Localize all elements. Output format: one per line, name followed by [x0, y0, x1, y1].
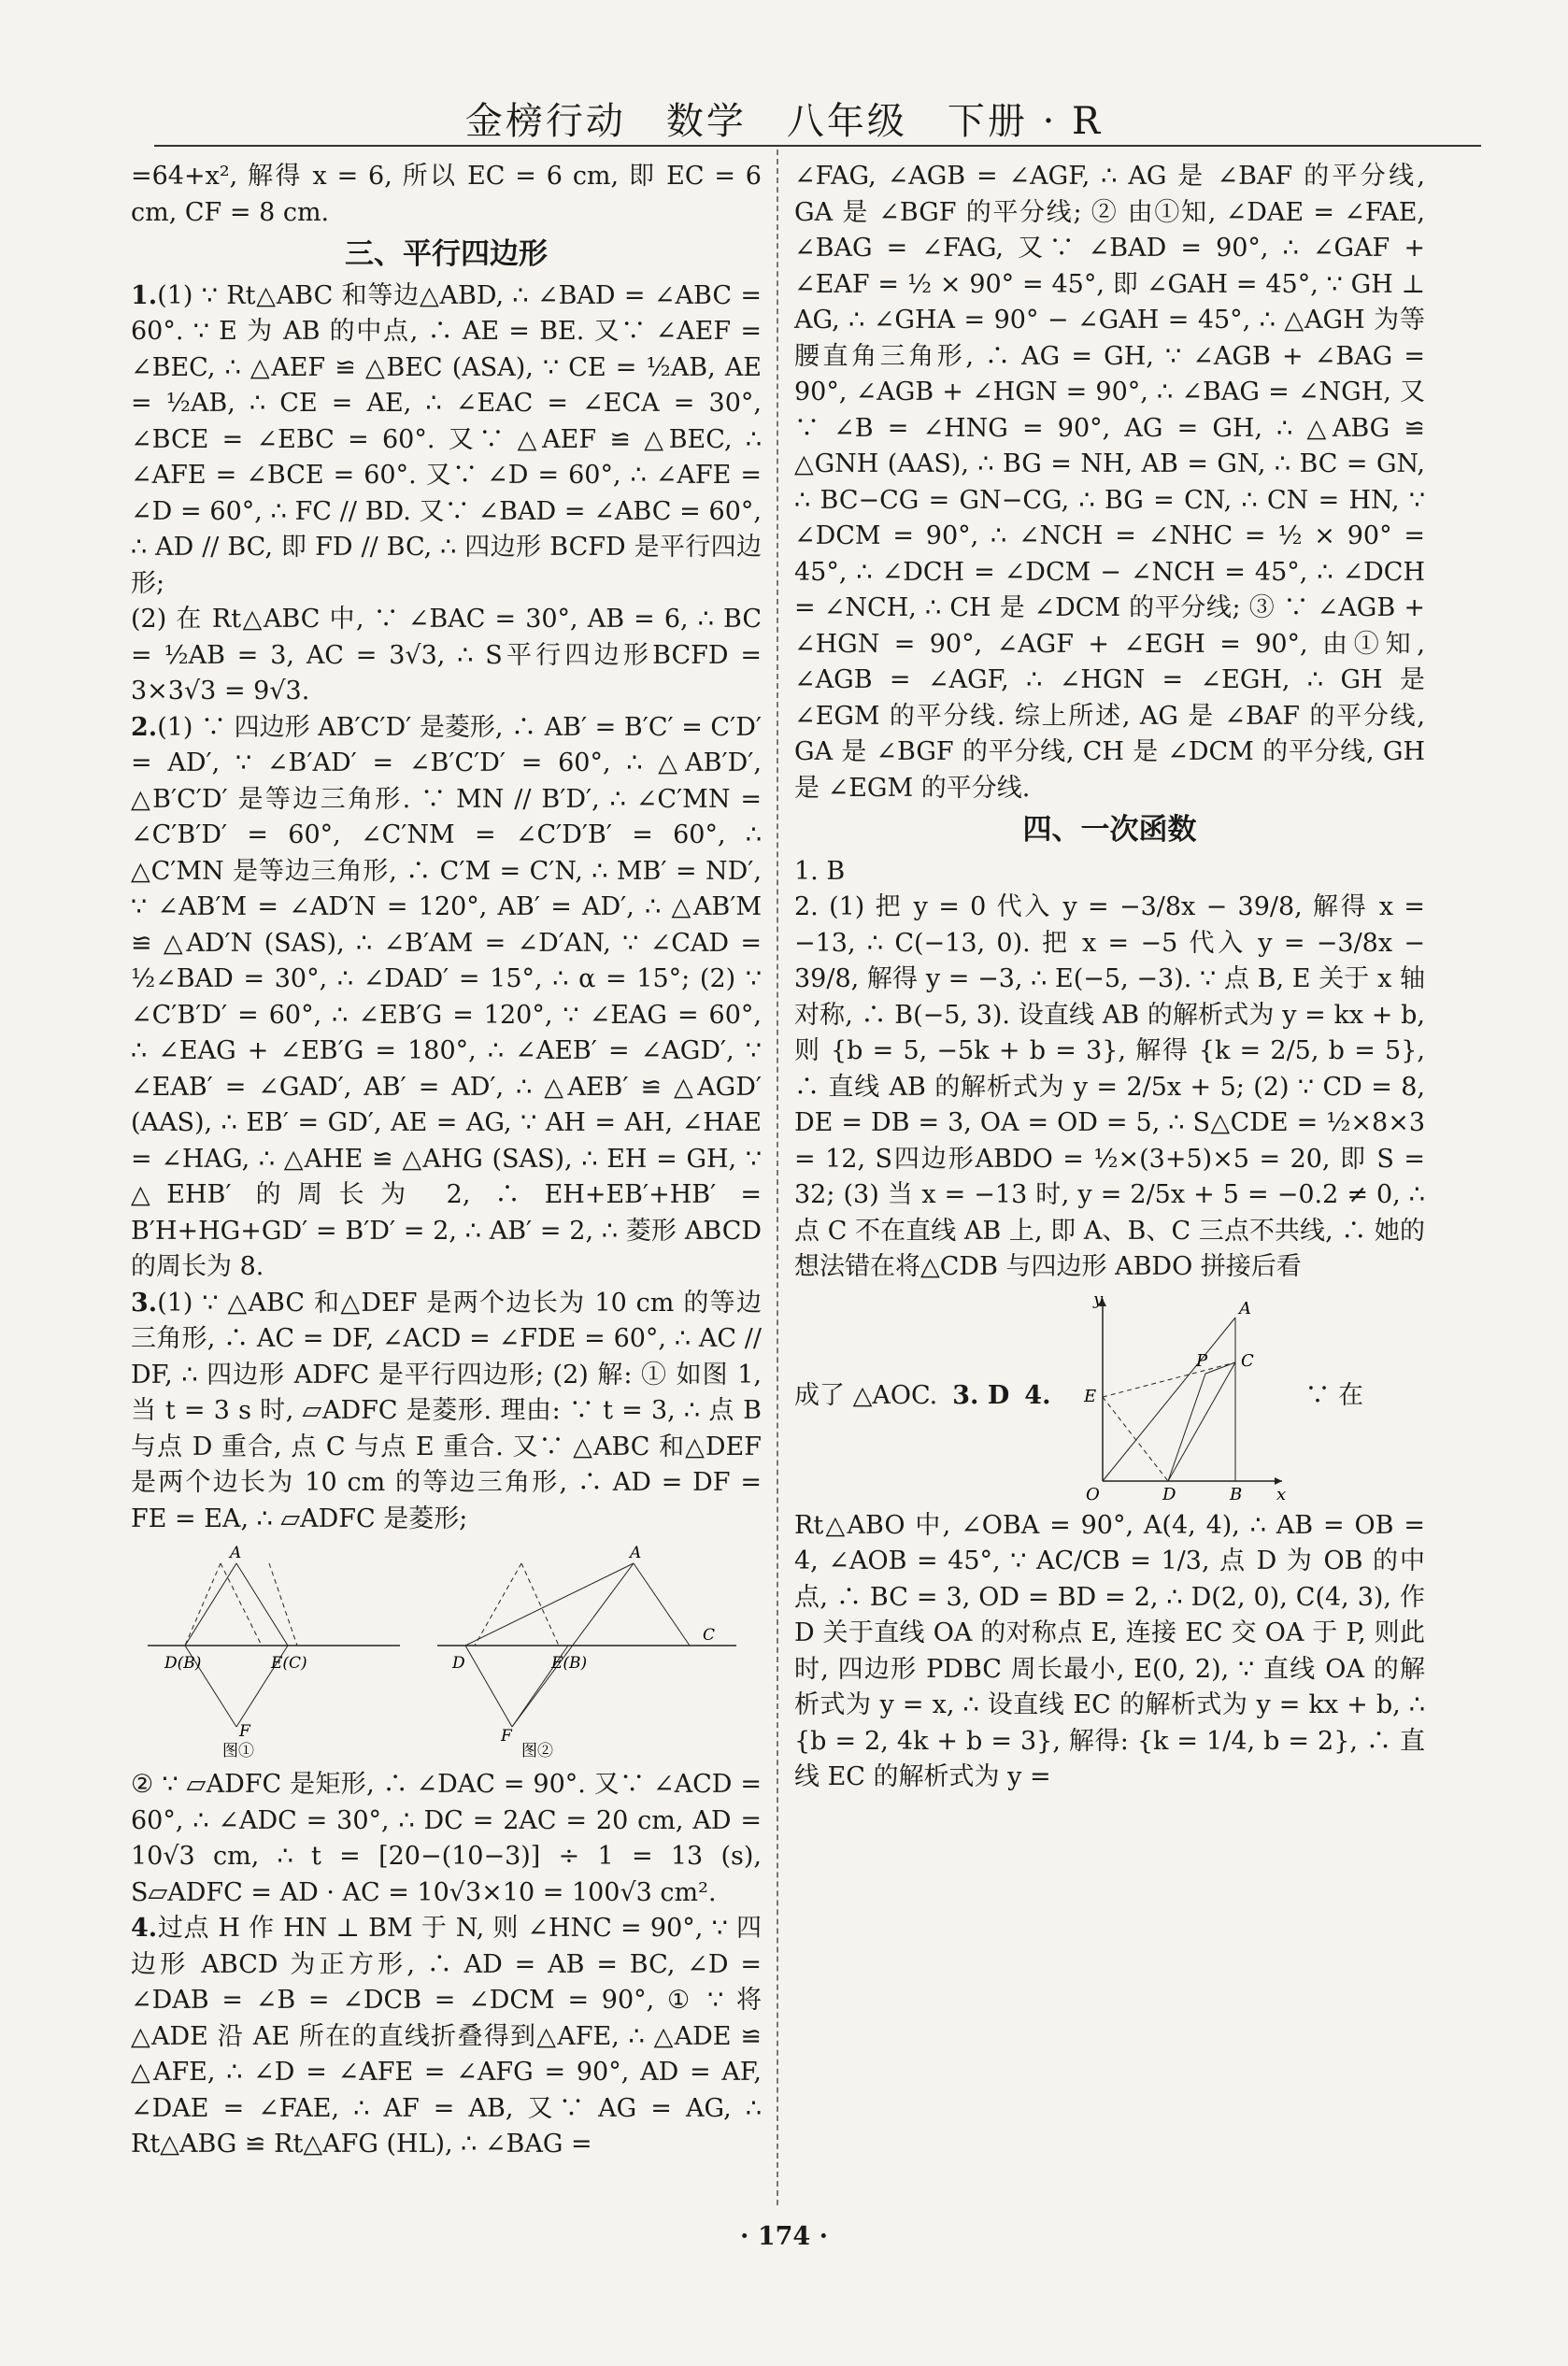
answer-1: 1. B: [794, 856, 846, 886]
paragraph: =64+x², 解得 x = 6, 所以 EC = 6 cm, 即 EC = 6 cm, CF = 8 cm.: [131, 162, 762, 227]
header-rule: [154, 145, 1481, 147]
figure-label: P: [1196, 1350, 1208, 1371]
question-number: 3.: [131, 1288, 158, 1318]
answer-4-number: 4.: [1024, 1381, 1051, 1411]
figure-label: E(B): [550, 1654, 587, 1673]
figure-label: A: [629, 1545, 641, 1562]
question-3: [131, 1286, 762, 1538]
figure-label: D: [451, 1654, 465, 1673]
figure-label: x: [1276, 1484, 1287, 1504]
page-header: 金榜行动 数学 八年级 下册 · R: [464, 100, 1104, 143]
answer-2-end: 成了 △AOC.: [794, 1381, 938, 1411]
left-column: [131, 159, 762, 2163]
figure-label: A: [229, 1545, 241, 1562]
figure-label: E(C): [270, 1654, 307, 1673]
section-title: 三、平行四边形: [345, 237, 548, 271]
figures-rhombus: [148, 1545, 746, 1760]
right-column: [794, 159, 1425, 1796]
answer-4: Rt△ABO 中, ∠OBA = 90°, A(4, 4), ∴ AB = OB = 4, ∠AOB = 45°, ∵ AC/CB = 1/3, 点 D 为 OB 的中点, ∴ BC = 3, OD = BD = 2, ∴ D(2, 0), C(4, 3), 作 D 关于直线 OA 的对称点 E, 连接 EC 交 OA 于 P, 则此时, 四边形 PDBC 周长最小, E(0, 2), ∵ 直线 OA 的解析式为 y = x, ∴ 设直线 EC 的解析式为 y = kx + b, ∴ {b = 2, 4k + b = 3}, 解得: {k = 1/4, b = 2}, ∴ 直线 EC 的解析式为 y =: [794, 1510, 1425, 1791]
question-3-part-2: ② ∵ ▱ADFC 是矩形, ∴ ∠DAC = 90°. 又∵ ∠ACD = 60°, ∴ ∠ADC = 30°, ∴ DC = 2AC = 20 cm, AD = 10√3 cm, ∴ t = [20−(10−3)] ÷ 1 = 13 (s), S▱ADFC = AD · AC = 10√3×10 = 100√3 cm².: [131, 1770, 762, 1907]
question-number: 1.: [131, 280, 158, 310]
answer-3: 3. D: [952, 1381, 1010, 1411]
coordinate-figure: [1065, 1290, 1290, 1504]
figure-2: [437, 1545, 736, 1760]
paragraph: ∠FAG, ∠AGB = ∠AGF, ∴ AG 是 ∠BAF 的平分线, GA 是 ∠BGF 的平分线; ② 由①知, ∠DAE = ∠FAE, ∠BAG = ∠FAG, 又∵ ∠BAD = 90°, ∴ ∠GAF + ∠EAF = ½ × 90° = 45°, 即 ∠GAH = 45°, ∵ GH ⊥ AG, ∴ ∠GHA = 90° − ∠GAH = 45°, ∴ △AGH 为等腰直角三角形, ∴ AG = GH, ∵ ∠AGB + ∠BAG = 90°, ∠AGB + ∠HGN = 90°, ∴ ∠BAG = ∠NGH, 又∵ ∠B = ∠HNG = 90°, AG = GH, ∴ △ABG ≌ △GNH (AAS), ∴ BG = NH, AB = GN, ∴ BC = GN, ∴ BC−CG = GN−CG, ∴ BG = CN, ∴ CN = HN, ∵ ∠DCM = 90°, ∴ ∠NCH = ∠NHC = ½ × 90° = 45°, ∴ ∠DCH = ∠DCM − ∠NCH = 45°, ∴ ∠DCH = ∠NCH, ∴ CH 是 ∠DCM 的平分线; ③ ∵ ∠AGB + ∠HGN = 90°, ∠AGF + ∠EGH = 90°, 由①知, ∠AGB = ∠AGF, ∴ ∠HGN = ∠EGH, ∴ GH 是 ∠EGM 的平分线. 综上所述, AG 是 ∠BAF 的平分线, GA 是 ∠BGF 的平分线, CH 是 ∠DCM 的平分线, GH 是 ∠EGM 的平分线.: [794, 162, 1425, 803]
answer-2: 2. (1) 把 y = 0 代入 y = −3/8x − 39/8, 解得 x = −13, ∴ C(−13, 0). 把 x = −5 代入 y = −3/8x − 39/8, 解得 y = −3, ∴ E(−5, −3). ∵ 点 B, E 关于 x 轴对称, ∴ B(−5, 3). 设直线 AB 的解析式为 y = kx + b, 则 {b = 5, −5k + b = 3}, 解得 {k = 2/5, b = 5}, ∴ 直线 AB 的解析式为 y = 2/5x + 5; (2) ∵ CD = 8, DE = DB = 3, OA = OD = 5, ∴ S△CDE = ½×8×3 = 12, S四边形ABDO = ½×(3+5)×5 = 20, 即 S = 32; (3) 当 x = −13 时, y = 2/5x + 5 = −0.2 ≠ 0, ∴ 点 C 不在直线 AB 上, 即 A、B、C 三点不共线, ∴ 她的想法错在将△CDB 与四边形 ABDO 拼接后看: [794, 892, 1425, 1281]
question-1: [131, 278, 762, 603]
section-title: 四、一次函数: [1022, 813, 1197, 847]
answer-4-because: ∵ 在: [1304, 1381, 1364, 1411]
answer-text: (1) ∵ 四边形 AB′C′D′ 是菱形, ∴ AB′ = B′C′ = C′D′ = AD′, ∵ ∠B′AD′ = ∠B′C′D′ = 60°, ∴ △AB′D′, △B′C′D′ 是等边三角形. ∵ MN // B′D′, ∴ ∠C′MN = ∠C′B′D′ = 60°, ∠C′NM = ∠C′D′B′ = 60°, ∴ △C′MN 是等边三角形, ∴ C′M = C′N, ∴ MB′ = ND′, ∵ ∠AB′M = ∠AD′N = 120°, AB′ = AD′, ∴ △AB′M ≌ △AD′N (SAS), ∴ ∠B′AM = ∠D′AN, ∵ ∠CAD = ½∠BAD = 30°, ∴ ∠DAD′ = 15°, ∴ α = 15°; (2) ∵ ∠C′B′D′ = 60°, ∴ ∠EB′G = 120°, ∵ ∠EAG = 60°, ∴ ∠EAG + ∠EB′G = 180°, ∴ ∠AEB′ = ∠AGD′, ∵ ∠EAB′ = ∠GAD′, AB′ = AD′, ∴ △AEB′ ≌ △AGD′ (AAS), ∴ EB′ = GD′, AE = AG, ∵ AH = AH, ∠HAE = ∠HAG, ∴ △AHE ≌ △AHG (SAS), ∴ EH = GH, ∵ △EHB′ 的周长为 2, ∴ EH+EB′+HB′ = B′H+HG+GD′ = B′D′ = 2, ∴ AB′ = 2, ∴ 菱形 ABCD 的周长为 8.: [131, 712, 762, 1281]
figure-label: F: [500, 1727, 512, 1746]
figure-label: D: [1162, 1484, 1176, 1504]
figure-label: E: [1084, 1386, 1097, 1406]
figure-label: O: [1086, 1484, 1101, 1504]
question-number: 2.: [131, 712, 158, 742]
answer-text: 过点 H 作 HN ⊥ BM 于 N, 则 ∠HNC = 90°, ∵ 四边形 ABCD 为正方形, ∴ AD = AB = BC, ∠D = ∠DAB = ∠B = ∠DCB = ∠DCM = 90°, ① ∵ 将△ADE 沿 AE 所在的直线折叠得到△AFE, ∴ △ADE ≌ △AFE, ∴ ∠D = ∠AFE = ∠AFG = 90°, AD = AF, ∠DAE = ∠FAE, ∴ AF = AB, 又∵ AG = AG, ∴ Rt△ABG ≌ Rt△AFG (HL), ∴ ∠BAG =: [131, 1914, 762, 2159]
figure-label: B: [1230, 1484, 1243, 1504]
question-2: [131, 710, 762, 1286]
figure-caption: 图②: [520, 1742, 553, 1760]
question-number: 4.: [131, 1914, 158, 1943]
figure-row: [794, 1290, 1425, 1504]
figure-label: C: [1241, 1350, 1255, 1371]
question-4: [131, 1911, 762, 2163]
question-1-part-2: (2) 在 Rt△ABC 中, ∵ ∠BAC = 30°, AB = 6, ∴ BC = ½AB = 3, AC = 3√3, ∴ S平行四边形BCFD = 3×3√3 = 9√3.: [131, 605, 762, 706]
answer-text: (1) ∵ △ABC 和△DEF 是两个边长为 10 cm 的等边三角形, ∴ AC = DF, ∠ACD = ∠FDE = 60°, ∴ AC // DF, ∴ 四边形 ADFC 是平行四边形; (2) 解: ① 如图 1, 当 t = 3 s 时, ▱ADFC 是菱形. 理由: ∵ t = 3, ∴ 点 B 与点 D 重合, 点 C 与点 E 重合. 又∵ △ABC 和△DEF 是两个边长为 10 cm 的等边三角形, ∴ AD = DF = FE = EA, ∴ ▱ADFC 是菱形;: [131, 1288, 762, 1533]
figure-label: D(B): [164, 1654, 201, 1673]
figure-label: A: [1239, 1298, 1252, 1318]
figure-label: F: [238, 1722, 250, 1741]
figure-1: [148, 1545, 400, 1760]
column-divider: [777, 150, 778, 2205]
figure-label: y: [1093, 1289, 1104, 1309]
figure-caption: 图①: [221, 1742, 254, 1760]
figure-label: C: [702, 1626, 715, 1645]
answer-text: (1) ∵ Rt△ABC 和等边△ABD, ∴ ∠BAD = ∠ABC = 60°. ∵ E 为 AB 的中点, ∴ AE = BE. 又∵ ∠AEF = ∠BEC, ∴ △AEF ≌ △BEC (ASA), ∵ CE = ½AB, AE = ½AB, ∴ CE = AE, ∴ ∠EAC = ∠ECA = 30°, ∠BCE = ∠EBC = 60°. 又∵ △AEF ≌ △BEC, ∴ ∠AFE = ∠BCE = 60°. 又∵ ∠D = 60°, ∴ ∠AFE = ∠D = 60°, ∴ FC // BD. 又∵ ∠BAD = ∠ABC = 60°, ∴ AD // BC, 即 FD // BC, ∴ 四边形 BCFD 是平行四边形;: [131, 280, 762, 598]
page-number: · 174 ·: [740, 2222, 828, 2251]
